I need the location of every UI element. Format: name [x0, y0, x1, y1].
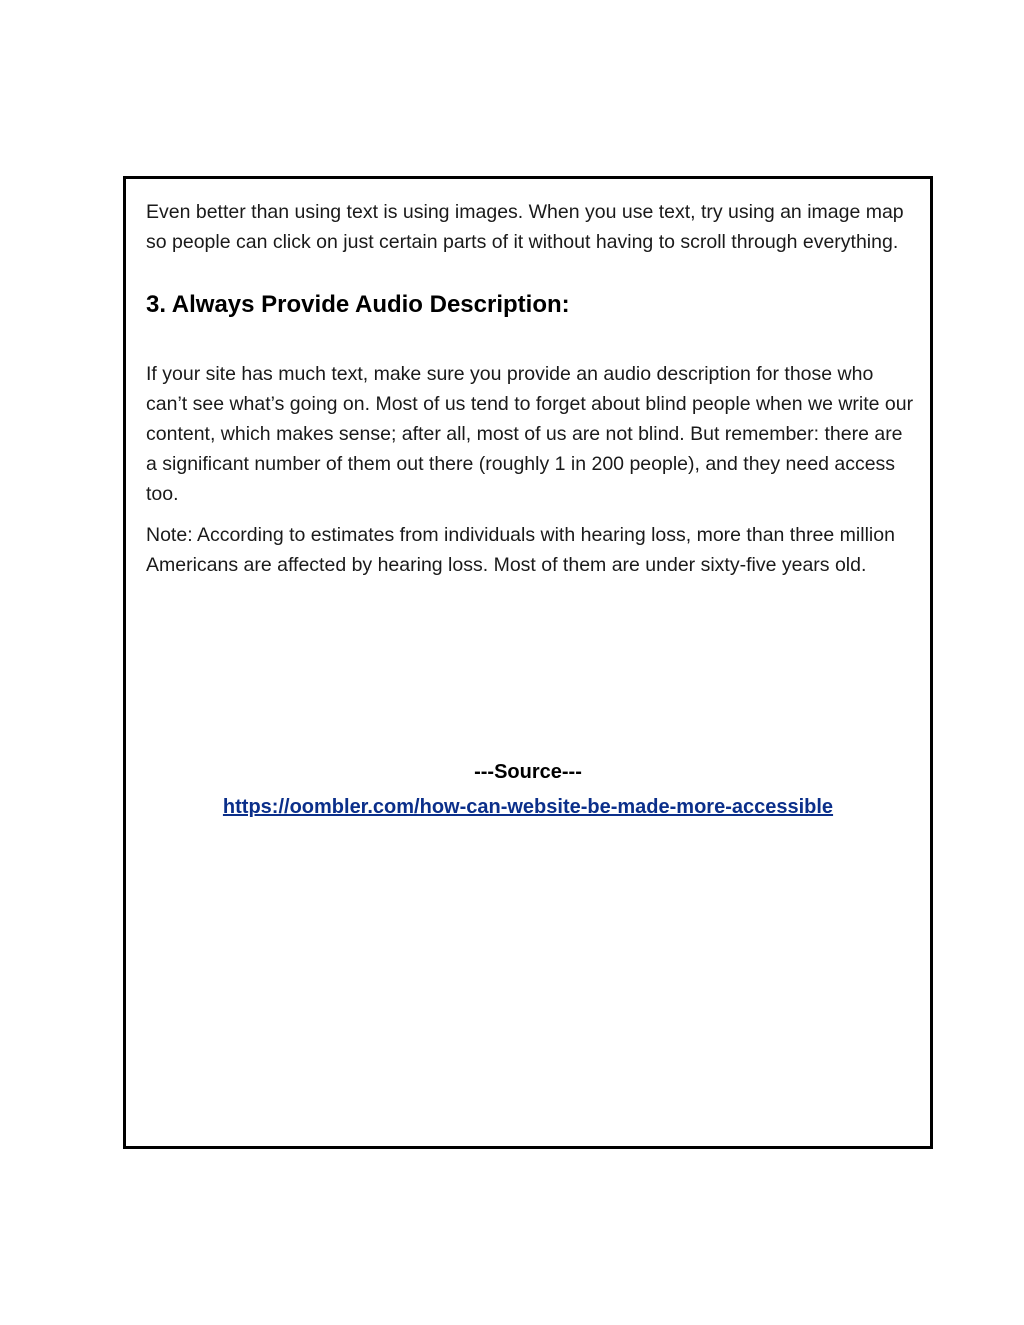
intro-paragraph: Even better than using text is using images. When you use text, try using an image map so people can click on just certain parts of it without having to scroll through everything.	[146, 201, 904, 253]
body-paragraph-audio-description: If your site has much text, make sure you provide an audio description for those who can’t see what’s going on. Most of us tend to forget about blind people when we write our content, which makes sense; after all, most of us are not blind. But remember: there are a significant number of them out there (roughly 1 in 200 people), and they need access too.	[146, 363, 914, 505]
source-link[interactable]: https://oombler.com/how-can-website-be-made-more-accessible	[222, 796, 834, 818]
document-frame	[123, 176, 933, 1149]
document-content	[146, 197, 916, 580]
source-block	[126, 757, 930, 822]
source-label: ---Source---	[474, 761, 582, 783]
body-paragraph-note: Note: According to estimates from individuals with hearing loss, more than three million Americans are affected by hearing loss. Most of them are under sixty-five years old.	[146, 524, 895, 576]
section-heading: 3. Always Provide Audio Description:	[146, 291, 570, 318]
